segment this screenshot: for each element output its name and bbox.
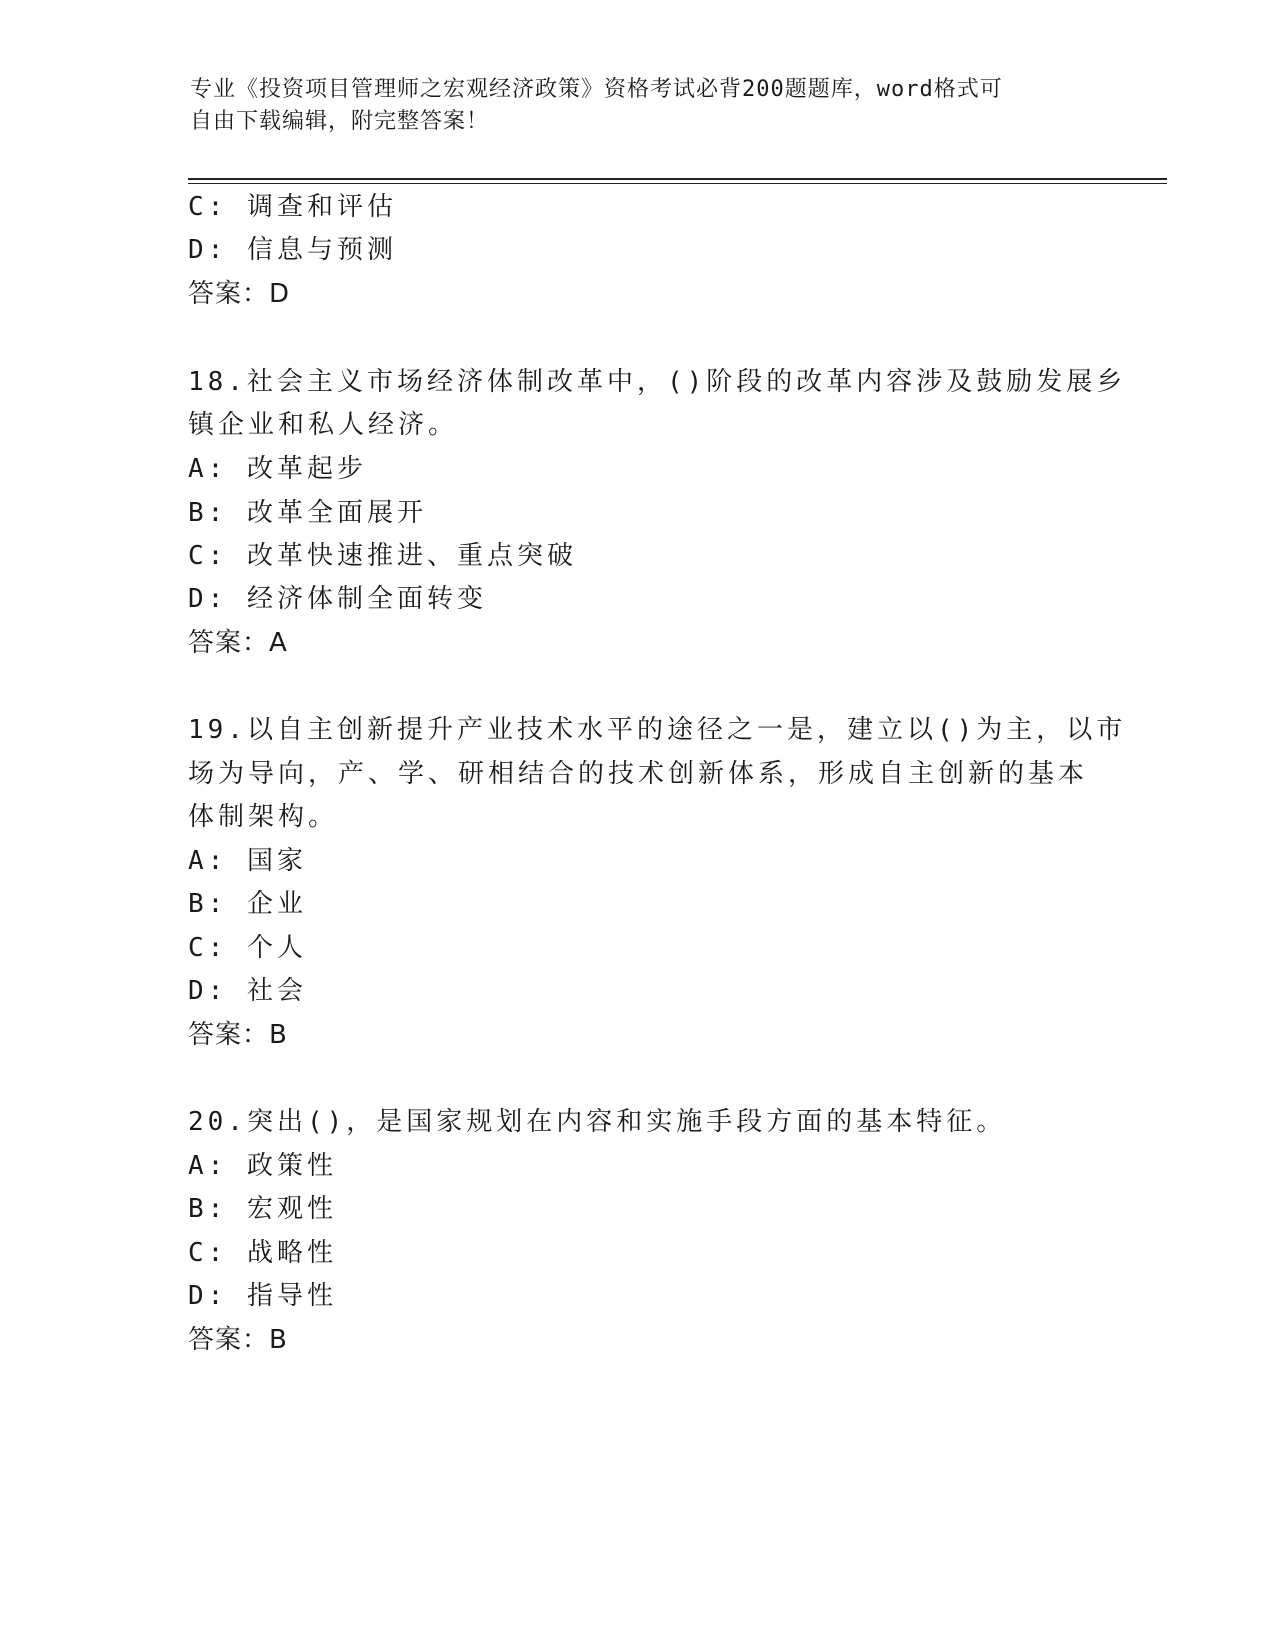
- q18-answer: 答案：A: [188, 628, 288, 658]
- q17-answer: 答案：D: [188, 279, 291, 309]
- q19-answer: 答案：B: [188, 1020, 288, 1050]
- q19-stem-line-3: 体制架构。: [188, 802, 339, 832]
- q20-option-c: C: 战略性: [188, 1238, 337, 1268]
- header-divider-thick: [188, 178, 1167, 180]
- q18-stem-line-2: 镇企业和私人经济。: [188, 410, 459, 440]
- header-title-line-2: 自由下载编辑，附完整答案！: [190, 109, 490, 134]
- q19-stem-line-1: 19.以自主创新提升产业技术水平的途径之一是，建立以()为主，以市: [188, 715, 1127, 745]
- q19-option-c: C: 个人: [188, 933, 307, 963]
- q20-stem-line-1: 20.突出()，是国家规划在内容和实施手段方面的基本特征。: [188, 1107, 1007, 1137]
- q19-option-b: B: 企业: [188, 889, 307, 919]
- q18-option-b: B: 改革全面展开: [188, 498, 427, 528]
- q18-stem-line-1: 18.社会主义市场经济体制改革中，()阶段的改革内容涉及鼓励发展乡: [188, 367, 1127, 397]
- q19-option-a: A: 国家: [188, 846, 307, 876]
- q17-option-c: C: 调查和评估: [188, 192, 397, 222]
- header-title-line-1: 专业《投资项目管理师之宏观经济政策》资格考试必背200题题库，word格式可: [190, 77, 1003, 102]
- q19-stem-line-2: 场为导向，产、学、研相结合的技术创新体系，形成自主创新的基本: [188, 759, 1089, 789]
- q17-option-d: D: 信息与预测: [188, 235, 397, 265]
- q18-option-d: D: 经济体制全面转变: [188, 584, 487, 614]
- q18-option-c: C: 改革快速推进、重点突破: [188, 541, 577, 571]
- q20-option-d: D: 指导性: [188, 1281, 337, 1311]
- document-header: [190, 74, 1090, 138]
- q20-answer: 答案：B: [188, 1325, 288, 1355]
- q20-option-a: A: 政策性: [188, 1151, 337, 1181]
- header-divider-thin: [188, 183, 1167, 184]
- q19-option-d: D: 社会: [188, 976, 307, 1006]
- q20-option-b: B: 宏观性: [188, 1194, 337, 1224]
- q18-option-a: A: 改革起步: [188, 454, 367, 484]
